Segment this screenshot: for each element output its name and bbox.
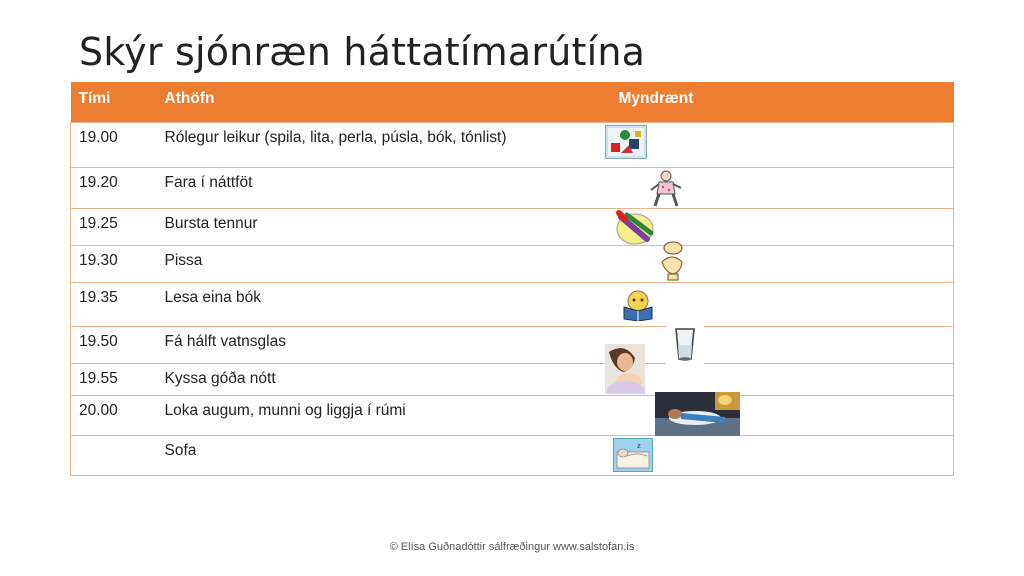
row-time: 19.25: [71, 208, 157, 245]
footer-credit: © Elísa Guðnadóttir sálfræðingur www.salstofan.is: [389, 541, 635, 553]
row-visual: [611, 282, 954, 326]
row-time: 19.30: [71, 245, 157, 282]
toilet-icon: [659, 240, 685, 282]
table-row: [71, 395, 954, 435]
page-title: Skýr sjónræn háttatímarútína: [79, 30, 646, 74]
row-visual: [611, 395, 954, 435]
sleeping-icon: [613, 438, 653, 472]
header-time: Tími: [71, 82, 157, 122]
table-row: [71, 167, 954, 208]
kiss-goodnight-icon: [605, 344, 645, 394]
toothbrush-icon: [615, 209, 655, 247]
row-visual: [611, 245, 954, 282]
row-visual: [611, 326, 954, 363]
lying-in-bed-icon: [655, 392, 740, 436]
pajamas-icon: [649, 170, 683, 208]
bedtime-schedule-table: [70, 82, 954, 476]
table-row: [71, 122, 954, 167]
table-row: [71, 282, 954, 326]
row-activity: Loka augum, munni og liggja í rúmi: [157, 395, 611, 435]
header-activity: Athöfn: [157, 82, 611, 122]
row-time: 19.55: [71, 363, 157, 395]
table-row: [71, 363, 954, 395]
row-activity: Fara í náttföt: [157, 167, 611, 208]
row-time: 19.00: [71, 122, 157, 167]
row-activity: Rólegur leikur (spila, lita, perla, púsla, bók, tónlist): [157, 122, 611, 167]
table-row: [71, 326, 954, 363]
table-header-row: [71, 82, 954, 122]
row-activity: Pissa: [157, 245, 611, 282]
row-visual: [611, 122, 954, 167]
row-visual: [611, 435, 954, 475]
row-time: 19.35: [71, 282, 157, 326]
book-reading-icon: [621, 289, 655, 321]
water-glass-icon: [666, 325, 704, 365]
toys-icon: [605, 125, 647, 159]
row-time: 20.00: [71, 395, 157, 435]
row-activity: Fá hálft vatnsglas: [157, 326, 611, 363]
row-time: 19.50: [71, 326, 157, 363]
svg-text:z: z: [636, 441, 641, 450]
table-row: [71, 208, 954, 245]
row-activity: Bursta tennur: [157, 208, 611, 245]
header-visual: Myndrænt: [611, 82, 954, 122]
row-activity: Sofa: [157, 435, 611, 475]
row-activity: Lesa eina bók: [157, 282, 611, 326]
row-activity: Kyssa góða nótt: [157, 363, 611, 395]
table-row: [71, 245, 954, 282]
table-row: [71, 435, 954, 475]
row-time: 19.20: [71, 167, 157, 208]
row-visual: [611, 363, 954, 395]
row-visual: [611, 167, 954, 208]
row-time: [71, 435, 157, 475]
